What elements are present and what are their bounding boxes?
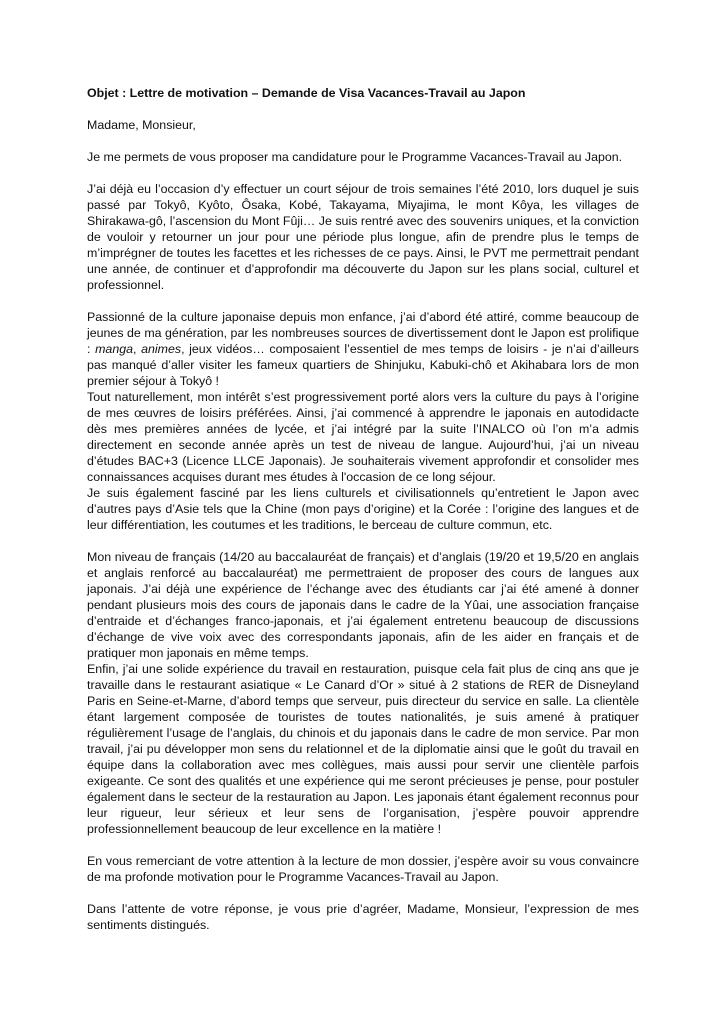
- letter-subject: Objet : Lettre de motivation – Demande de Visa Vacances-Travail au Japon: [87, 86, 526, 100]
- manga-term: manga: [95, 342, 133, 356]
- letter-page: [87, 85, 639, 949]
- intro-paragraph: Je me permets de vous proposer ma candidature pour le Programme Vacances-Travail au Japon.: [87, 150, 623, 164]
- restaurant-paragraph: Enfin, j’ai une solide expérience du travail en restauration, puisque cela fait plus de cinq ans que je travaille dans le restaurant asiatique « Le Canard d’Or » situé à 2 stations de RER de Disneyland Paris en Seine-et-Marne, d’abord temps que serveur, puis directeur du service en salle. La clientèle étant largement composée de touristes de toutes nationalités, je suis amené à pratiquer régulièrement l’usage de l’anglais, du chinois et du japonais dans le cadre de mon service. Par mon travail, j’ai pu développer mon sens du relationnel et de la diplomatie ainsi que le goût du travail en équipe dans la collaboration avec mes collègues, mais aussi pour servir une clientèle parfois exigeante. Ce sont des qualités et une expérience qui me seront précieuses je pense, pour postuler également dans le secteur de la restauration au Japon. Les japonais étant également reconnus pour leur rigueur, leur sérieux et leur sens de l’organisation, j’espère pouvoir apprendre professionnellement beaucoup de leur excellence en la matière !: [87, 662, 639, 836]
- motivation-section: [87, 309, 639, 533]
- salutation: Madame, Monsieur,: [87, 118, 196, 132]
- closing-paragraph: Dans l’attente de votre réponse, je vous prie d’agréer, Madame, Monsieur, l’expression de mes sentiments distingués.: [87, 902, 639, 932]
- animes-term: animes: [141, 342, 182, 356]
- passion-text-end: , jeux vidéos… composaient l’essentiel de mes temps de loisirs - je n’ai d’ailleurs pas manqué d’aller visiter les fameux quartiers de Shinjuku, Kabuki-chô et Akihabara lors de mon premier séjour à Tokyô !: [87, 342, 639, 388]
- thanks-paragraph: En vous remerciant de votre attention à la lecture de mon dossier, j’espère avoir su vous convaincre de ma profonde motivation pour le Programme Vacances-Travail au Japon.: [87, 854, 639, 884]
- passion-text-start: Passionné de la culture japonaise depuis mon enfance, j’ai d’abord été attiré, comme beaucoup de jeunes de ma génération, par les nombreuses sources de divertissement dont le Japon est prolifique :: [87, 310, 639, 356]
- civilisation-paragraph: Je suis également fasciné par les liens culturels et civilisationnels qu’entretient le Japon avec d’autres pays d’Asie tels que la Chine (mon pays d’origine) et la Corée : l’origine des langues et de leur différentiation, les coutumes et les traditions, le berceau de culture commun, etc.: [87, 486, 639, 532]
- skills-section: [87, 549, 639, 837]
- passion-paragraph: [87, 309, 639, 389]
- interest-paragraph: Tout naturellement, mon intérêt s’est progressivement porté alors vers la culture du pays à l’origine de mes œuvres de loisirs préférées. Ainsi, j’ai commencé à apprendre le japonais en autodidacte dès mes premières années de lycée, et j’ai intégré par la suite l’INALCO où l’on m’a admis directement en seconde année après un test de niveau de langue. Aujourd’hui, j’ai un niveau d’études BAC+3 (Licence LLCE Japonais). Je souhaiterais vivement approfondir et consolider mes connaissances acquises durant mes études à l'occasion de ce long séjour.: [87, 390, 639, 484]
- experience-paragraph: J’ai déjà eu l’occasion d’y effectuer un court séjour de trois semaines l’été 2010, lors duquel je suis passé par Tokyô, Kyôto, Ôsaka, Kobé, Takayama, Miyajima, le mont Kôya, les villages de Shirakawa-gô, l’ascension du Mont Fûji… Je suis rentré avec des souvenirs uniques, et la conviction de vouloir y retourner un jour pour une période plus longue, afin de prendre plus le temps de m’imprégner de toutes les facettes et les richesses de ce pays. Ainsi, le PVT me permettrait pendant une année, de continuer et d’approfondir ma découverte du Japon sur les plans social, culturel et professionnel.: [87, 182, 639, 292]
- passion-separator: ,: [133, 342, 142, 356]
- languages-paragraph: Mon niveau de français (14/20 au baccalauréat de français) et d’anglais (19/20 et 19,5/20 en anglais et anglais renforcé au baccalauréat) me permettraient de proposer des cours de langues aux japonais. J’ai déjà une expérience de l’échange avec des étudiants car j’ai été amené à donner pendant plusieurs mois des cours de japonais dans le cadre de la Yûai, une association française d’entraide et d’échanges franco-japonais, et j’ai également entretenu beaucoup de discussions d’échange de vive voix avec des correspondants japonais, afin de les aider en français et de pratiquer mon japonais en même temps.: [87, 550, 639, 660]
